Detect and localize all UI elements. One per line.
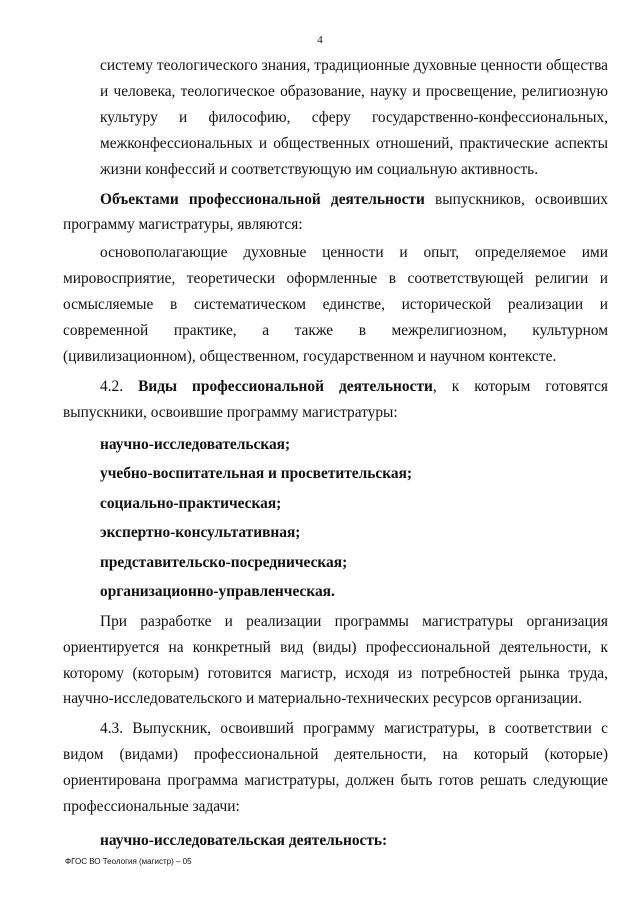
paragraph-text: 4.3. Выпускник, освоивший программу магистратуры, в соответствии с видом (видами) профессиональной деятельности, на который (которые) ориентирована программа магистратуры, должен быть готов решать следующие профессиональные задачи:	[63, 720, 608, 816]
paragraph-subject-areas	[63, 53, 608, 183]
paragraph-objects	[63, 187, 608, 239]
footer-label: ФГОС ВО Теология (магистр) – 05	[65, 857, 192, 866]
list-item	[63, 518, 608, 548]
list-item	[63, 489, 608, 519]
list-item-text: представительско-посредническая;	[100, 553, 348, 571]
list-item	[63, 548, 608, 578]
document-body	[63, 53, 608, 854]
paragraph-objects-description	[63, 240, 608, 370]
paragraph-activity-types	[63, 374, 608, 426]
paragraph-program-development	[63, 609, 608, 713]
list-item-text: социально-практическая;	[100, 494, 282, 512]
list-item	[63, 577, 608, 607]
list-item-text: организационно-управленческая.	[100, 583, 335, 601]
paragraph-text: систему теологического знания, традиционные духовные ценности общества и человека, теологическое образование, науку и просвещение, религиозную культуру и философию, сферу государственно-конфессиональных, межконфессиональных и общественных отношений, практические аспекты жизни конфессий и соответствующую им социальную активность.	[100, 57, 608, 178]
bold-term-activity-types: Виды профессиональной деятельности	[138, 377, 433, 395]
page-number: 4	[317, 34, 323, 46]
list-item	[63, 459, 608, 489]
list-item-text: учебно-воспитательная и просветительская;	[100, 465, 413, 483]
paragraph-text: выпускников, освоивших программу магистратуры, являются:	[63, 190, 608, 234]
activity-types-list	[63, 430, 608, 607]
paragraph-text: , к которым готовятся выпускники, освоившие программу магистратуры:	[63, 377, 609, 421]
paragraph-text: основополагающие духовные ценности и опыт, определяемое ими мировосприятие, теоретически оформленные в соответствующей религии и осмысляемые в систематическом единстве, исторической реализации и современной практике, а также в межрелигиозном, культурном (цивилизационном), общественном, государственном и научном контексте.	[63, 244, 608, 365]
paragraph-research-activity	[63, 828, 608, 854]
section-number: 4.2.	[100, 377, 139, 395]
bold-heading-research: научно-исследовательская деятельность:	[100, 831, 388, 849]
paragraph-text: При разработке и реализации программы магистратуры организация ориентируется на конкретный вид (виды) профессиональной деятельности, к которому (которым) готовится магистр, исходя из потребностей рынка труда, научно-исследовательского и материально-технических ресурсов организации.	[63, 612, 608, 708]
paragraph-graduate-tasks	[63, 716, 608, 820]
bold-term-objects: Объектами профессиональной деятельности	[100, 190, 425, 208]
list-item	[63, 430, 608, 460]
list-item-text: научно-исследовательская;	[100, 435, 291, 453]
list-item-text: экспертно-консультативная;	[100, 524, 301, 542]
